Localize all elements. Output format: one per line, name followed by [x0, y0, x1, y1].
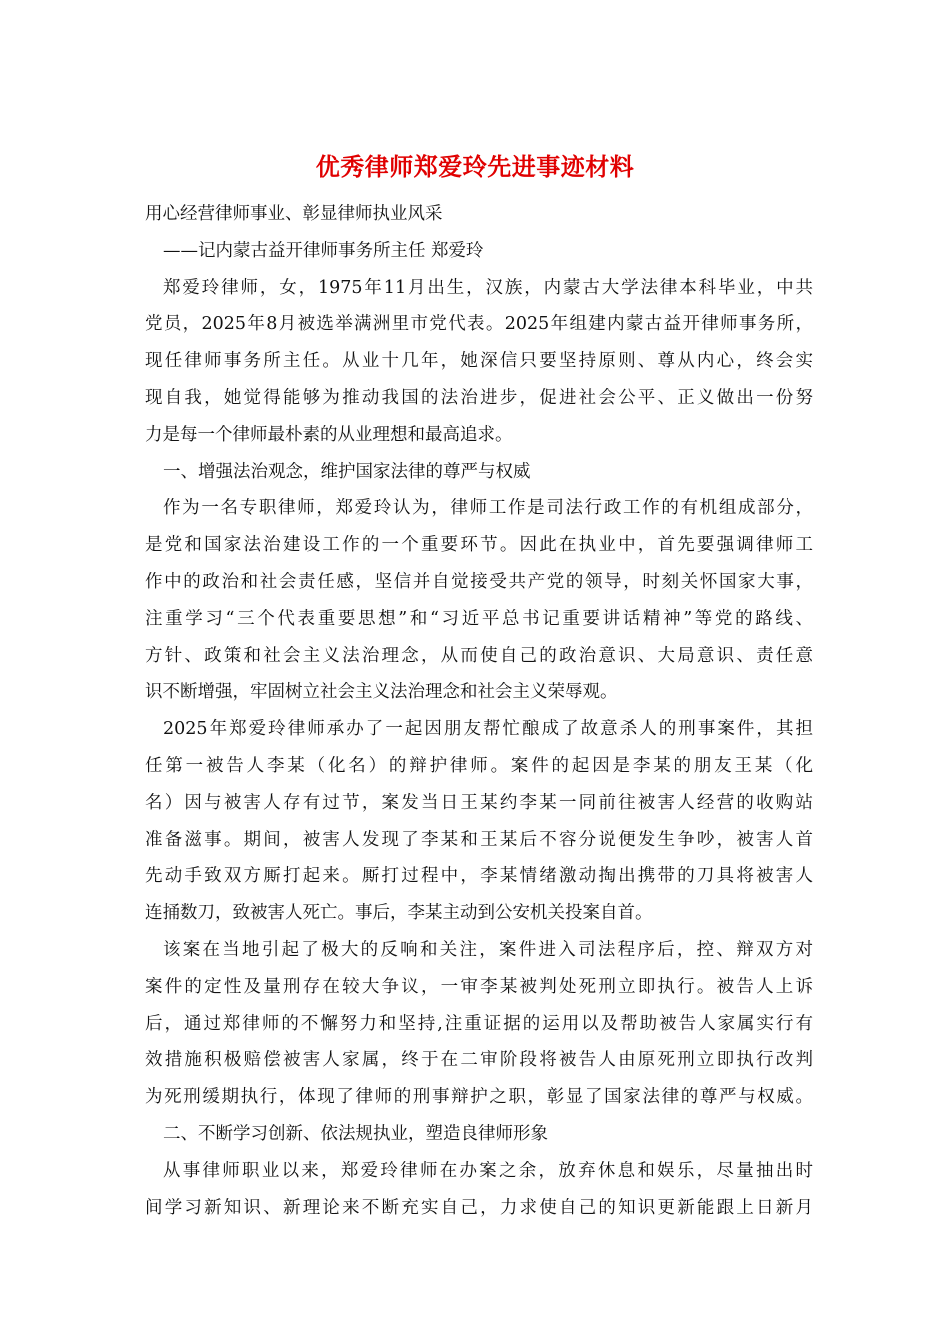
paragraph-line: 连捅数刀，致被害人死亡。事后，李某主动到公安机关投案自首。 — [145, 903, 653, 924]
paragraph-line: 是党和国家法治建设工作的一个重要环节。因此在执业中，首先要强调律师工 — [145, 535, 813, 556]
paragraph-line: 2025年郑爱玲律师承办了一起因朋友帮忙酿成了故意杀人的刑事案件，其担 — [163, 719, 813, 740]
paragraph-line: 任第一被告人李某（化名）的辩护律师。案件的起因是李某的朋友王某（化 — [145, 755, 813, 776]
document-body — [145, 196, 813, 1226]
paragraph-line: 现自我，她觉得能够为推动我国的法治进步，促进社会公平、正义做出一份努 — [145, 387, 813, 408]
document-title: 优秀律师郑爱玲先进事迹材料 — [315, 152, 635, 181]
subtitle-line: 用心经营律师事业、彰显律师执业风采 — [145, 204, 443, 224]
paragraph-line: 识不断增强，牢固树立社会主义法治理念和社会主义荣辱观。 — [145, 682, 618, 703]
paragraph-line: 后，通过郑律师的不懈努力和坚持,注重证据的运用以及帮助被告人家属实行有 — [145, 1013, 813, 1034]
paragraph-line: 案件的定性及量刑存在较大争议，一审李某被判处死刑立即执行。被告人上诉 — [145, 976, 813, 997]
section-heading: 二、不断学习创新、依法规执业，塑造良律师形象 — [163, 1123, 548, 1144]
paragraph-line: 作中的政治和社会责任感，坚信并自觉接受共产党的领导，时刻关怀国家大事， — [145, 571, 813, 592]
paragraph-line: 现任律师事务所主任。从业十几年，她深信只要坚持原则、尊从内心，终会实 — [145, 351, 813, 372]
paragraph-line: 注重学习“三个代表重要思想”和“习近平总书记重要讲话精神”等党的路线、 — [145, 608, 813, 629]
paragraph-line: 效措施积极赔偿被害人家属，终于在二审阶段将被告人由原死刑立即执行改判 — [145, 1050, 813, 1071]
paragraph-line: 为死刑缓期执行，体现了律师的刑事辩护之职，彰显了国家法律的尊严与权威。 — [145, 1087, 813, 1108]
byline: ——记内蒙古益开律师事务所主任 郑爱玲 — [163, 240, 484, 261]
paragraph-line: 准备滋事。期间，被害人发现了李某和王某后不容分说便发生争吵，被害人首 — [145, 829, 813, 850]
paragraph-line: 郑爱玲律师，女，1975年11月出生，汉族，内蒙古大学法律本科毕业，中共 — [163, 277, 813, 298]
section-heading: 一、增强法治观念，维护国家法律的尊严与权威 — [163, 461, 531, 482]
paragraph-line: 作为一名专职律师，郑爱玲认为，律师工作是司法行政工作的有机组成部分， — [163, 498, 813, 519]
paragraph-line: 间学习新知识、新理论来不断充实自己，力求使自己的知识更新能跟上日新月 — [145, 1197, 813, 1218]
paragraph-line: 力是每一个律师最朴素的从业理想和最高追求。 — [145, 424, 513, 445]
paragraph-line: 党员，2025年8月被选举满洲里市党代表。2025年组建内蒙古益开律师事务所， — [145, 314, 813, 335]
paragraph-line: 名）因与被害人存有过节，案发当日王某约李某一同前往被害人经营的收购站 — [145, 792, 813, 813]
paragraph-line: 方针、政策和社会主义法治理念，从而使自己的政治意识、大局意识、责任意 — [145, 645, 813, 666]
paragraph-line: 先动手致双方厮打起来。厮打过程中，李某情绪激动掏出携带的刀具将被害人 — [145, 866, 813, 887]
paragraph-line: 该案在当地引起了极大的反响和关注，案件进入司法程序后，控、辩双方对 — [163, 939, 813, 960]
paragraph-line: 从事律师职业以来，郑爱玲律师在办案之余，放弃休息和娱乐，尽量抽出时 — [163, 1160, 813, 1181]
